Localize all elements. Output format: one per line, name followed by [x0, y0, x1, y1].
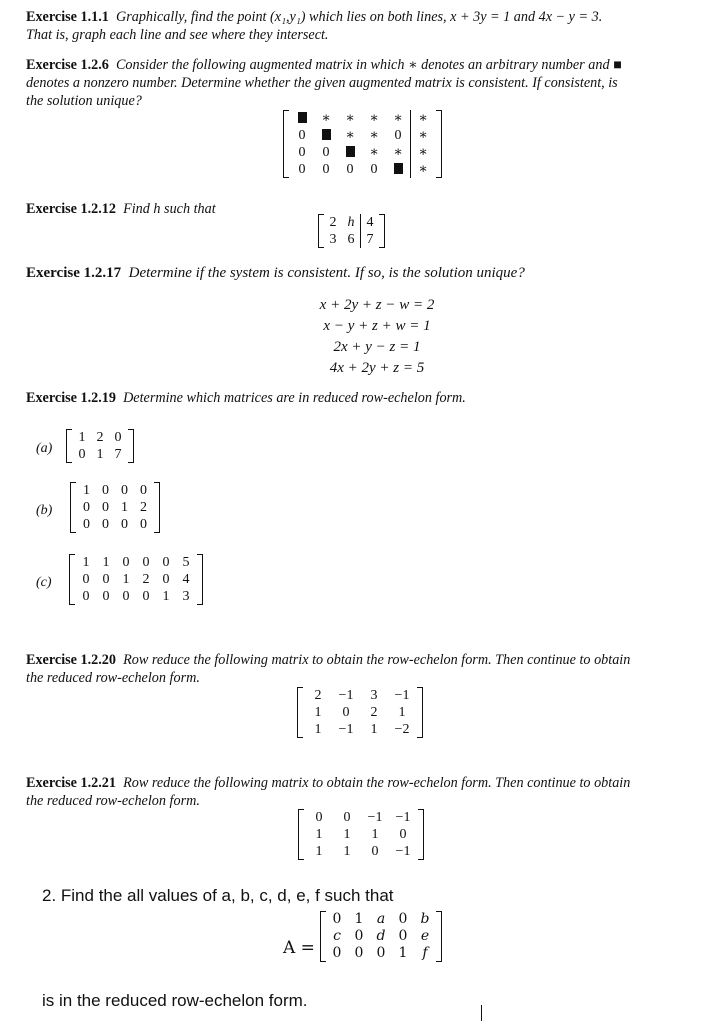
matrix-cell: −1	[367, 810, 383, 825]
matrix-grid	[304, 687, 416, 738]
matrix-cell: 1	[314, 705, 322, 720]
matrix-cell: 7	[114, 447, 122, 462]
matrix-cell: ∗	[345, 128, 355, 143]
matrix-cell: 0	[162, 555, 170, 570]
matrix-grid	[76, 554, 196, 605]
text-cursor	[481, 1005, 482, 1021]
matrix-cell	[314, 127, 338, 144]
matrix-cell: 0	[102, 517, 109, 532]
matrix-row	[326, 928, 436, 945]
matrix-row	[77, 516, 153, 533]
matrix-row	[290, 161, 435, 178]
matrix-cell: 0	[398, 911, 408, 927]
matrix-cell: 0	[122, 555, 130, 570]
exercise-text: Graphically, find the point (x₁,y₁) which lies on both lines, x + 3y = 1 and 4x − y = 3.	[115, 9, 603, 25]
equation-4: 4x + 2y + z = 5	[329, 360, 425, 376]
matrix-cell: 2	[140, 500, 147, 515]
exercise-text: That is, graph each line and see where they intersect.	[26, 27, 329, 43]
matrix-cell: 4	[182, 572, 190, 587]
matrix-cell: −1	[338, 688, 354, 703]
matrix-row	[324, 214, 379, 231]
matrix-cell: −1	[395, 810, 411, 825]
matrix-cell: 1	[96, 447, 104, 462]
matrix-cell: 2	[142, 572, 150, 587]
matrix-cell: e	[420, 928, 430, 944]
matrix-cell: ∗	[369, 111, 379, 126]
matrix-cell: 0	[398, 928, 408, 944]
matrix-row	[326, 945, 436, 962]
matrix-cell: ∗	[321, 111, 331, 126]
exercise-text: Row reduce the following matrix to obtain the row-echelon form. Then continue to obtain	[123, 775, 631, 791]
matrix-row	[290, 110, 435, 127]
matrix-grid	[326, 911, 436, 962]
nonzero-square-icon	[346, 146, 355, 157]
matrix-cell: 0	[354, 945, 364, 961]
matrix-row	[73, 446, 127, 463]
matrix-cell: 0	[394, 128, 402, 143]
matrix-cell: 0	[142, 589, 150, 604]
matrix-lhs: A =	[283, 938, 315, 958]
exercise-text: denotes a nonzero number. Determine whether the given augmented matrix is consistent. If consistent, is	[26, 75, 618, 91]
exercise-text: Determine which matrices are in reduced row-echelon form.	[123, 390, 466, 406]
matrix-cell: ∗	[393, 145, 403, 160]
exercise-text: Consider the following augmented matrix in which ∗ denotes an arbitrary number and ■	[115, 57, 622, 73]
matrix-cell: −2	[394, 722, 410, 737]
exercise-label: Exercise 1.1.1	[26, 9, 109, 25]
exercise-text: the reduced row-echelon form.	[26, 670, 200, 686]
matrix-cell: 0	[121, 483, 128, 498]
matrix-cell: 6	[347, 232, 355, 247]
matrix-cell: ∗	[345, 111, 355, 126]
matrix-row	[304, 721, 416, 738]
matrix-cell: 0	[102, 500, 109, 515]
exercise-label: Exercise 1.2.6	[26, 57, 109, 73]
matrix-cell: 0	[82, 589, 90, 604]
exercise-1-2-6	[26, 56, 701, 110]
exercise-label: Exercise 1.2.20	[26, 652, 116, 668]
matrix-cell: 1	[343, 844, 351, 859]
exercise-text: Row reduce the following matrix to obtain the row-echelon form. Then continue to obtain	[123, 652, 631, 668]
matrix-cell: 0	[122, 589, 130, 604]
matrix-cell: 2	[314, 688, 322, 703]
item-label-a: (a)	[36, 441, 53, 456]
matrix-cell: 1	[343, 827, 351, 842]
matrix-1-2-21	[298, 809, 424, 860]
matrix-cell: 0	[332, 945, 342, 961]
matrix-cell: 3	[182, 589, 190, 604]
exercise-1-1-1	[26, 8, 701, 44]
nonzero-square-icon	[322, 129, 331, 140]
augmented-matrix-1-2-12	[318, 214, 385, 248]
matrix-cell: 0	[298, 162, 306, 177]
matrix-cell: 0	[102, 572, 110, 587]
matrix-cell: 0	[342, 705, 350, 720]
item-label-b: (b)	[36, 503, 53, 518]
matrix-cell: 0	[346, 162, 354, 177]
matrix-row	[304, 704, 416, 721]
nonzero-square-icon	[394, 163, 403, 174]
matrix-row	[76, 554, 196, 571]
exercise-label: Exercise 1.2.21	[26, 775, 116, 791]
matrix-cell: 0	[399, 827, 407, 842]
matrix-cell: 0	[376, 945, 386, 961]
matrix-row	[305, 843, 417, 860]
equation-1: x + 2y + z − w = 2	[319, 297, 435, 313]
matrix-row	[76, 588, 196, 605]
matrix-b	[70, 482, 160, 533]
matrix-row	[77, 499, 153, 516]
matrix-cell: 5	[182, 555, 190, 570]
matrix-cell: 0	[298, 128, 306, 143]
matrix-row	[305, 809, 417, 826]
matrix-cell: −1	[395, 844, 411, 859]
matrix-cell: 2	[96, 430, 104, 445]
matrix-row	[324, 231, 379, 248]
matrix-cell: ∗	[411, 127, 436, 144]
matrix-cell: 2	[329, 215, 337, 230]
exercise-text: Determine if the system is consistent. If so, is the solution unique?	[128, 265, 525, 281]
matrix-cell: 0	[102, 483, 109, 498]
matrix-cell: 0	[82, 572, 90, 587]
exercise-label: Exercise 1.2.12	[26, 201, 116, 217]
matrix-grid	[305, 809, 417, 860]
matrix-cell: 0	[78, 447, 86, 462]
matrix-cell: c	[333, 928, 341, 944]
matrix-cell: ∗	[411, 144, 436, 161]
matrix-row	[77, 482, 153, 499]
matrix-cell: ∗	[393, 111, 403, 126]
exercise-1-2-17	[26, 264, 701, 282]
item-label-c: (c)	[36, 575, 52, 590]
question-2-footer: is in the reduced row-echelon form.	[42, 991, 308, 1010]
matrix-row	[290, 144, 435, 161]
matrix-cell	[290, 110, 314, 127]
matrix-cell: 1	[398, 945, 408, 961]
matrix-cell: 0	[102, 589, 110, 604]
matrix-row	[73, 429, 127, 446]
matrix-cell: h	[347, 215, 355, 230]
matrix-cell: 1	[315, 827, 323, 842]
matrix-grid	[324, 214, 379, 248]
matrix-cell: −1	[338, 722, 354, 737]
matrix-cell: 0	[298, 145, 306, 160]
matrix-cell: 1	[121, 500, 128, 515]
matrix-row	[76, 571, 196, 588]
matrix-grid	[290, 110, 435, 178]
matrix-cell: 1	[102, 555, 110, 570]
matrix-cell: ∗	[369, 145, 379, 160]
matrix-cell: 2	[370, 705, 378, 720]
matrix-cell: b	[420, 911, 430, 927]
matrix-cell: 0	[140, 517, 147, 532]
matrix-cell: a	[376, 911, 386, 927]
matrix-cell: 4	[361, 214, 380, 231]
matrix-cell: 1	[122, 572, 130, 587]
matrix-c	[69, 554, 203, 605]
matrix-cell: ∗	[411, 161, 436, 178]
matrix-cell: 0	[83, 500, 90, 515]
matrix-cell: ∗	[369, 128, 379, 143]
matrix-cell: 7	[361, 231, 380, 248]
augmented-matrix-1-2-6	[283, 110, 442, 178]
matrix-cell: 0	[162, 572, 170, 587]
matrix-cell: 3	[370, 688, 378, 703]
matrix-cell: 1	[371, 827, 379, 842]
matrix-row	[290, 127, 435, 144]
matrix-row	[326, 911, 436, 928]
matrix-cell: 0	[140, 483, 147, 498]
matrix-cell: d	[376, 928, 386, 944]
exercise-text: the solution unique?	[26, 93, 142, 109]
exercise-label: Exercise 1.2.17	[26, 265, 122, 281]
matrix-cell: 1	[78, 430, 86, 445]
question-2-title: 2. Find the all values of a, b, c, d, e, f such that	[42, 886, 394, 905]
matrix-a	[66, 429, 134, 463]
matrix-cell: 0	[322, 162, 330, 177]
exercise-label: Exercise 1.2.19	[26, 390, 116, 406]
matrix-cell: 0	[83, 517, 90, 532]
exercise-1-2-19	[26, 389, 701, 407]
matrix-row	[304, 687, 416, 704]
matrix-1-2-20	[297, 687, 423, 738]
matrix-cell: 3	[329, 232, 337, 247]
matrix-cell: f	[422, 945, 428, 961]
matrix-grid	[73, 429, 127, 463]
matrix-cell	[386, 161, 411, 178]
exercise-text: the reduced row-echelon form.	[26, 793, 200, 809]
matrix-cell: 1	[162, 589, 170, 604]
matrix-cell: 1	[315, 844, 323, 859]
matrix-cell: 1	[83, 483, 90, 498]
matrix-cell	[338, 144, 362, 161]
matrix-row	[305, 826, 417, 843]
exercise-1-2-20	[26, 651, 701, 687]
matrix-cell: 1	[314, 722, 322, 737]
equation-3: 2x + y − z = 1	[333, 339, 421, 355]
equation-2: x − y + z + w = 1	[323, 318, 431, 334]
matrix-grid	[77, 482, 153, 533]
matrix-cell: 0	[354, 928, 364, 944]
matrix-cell: 0	[332, 911, 342, 927]
matrix-cell: 1	[82, 555, 90, 570]
matrix-cell: 1	[354, 911, 364, 927]
matrix-cell: 0	[315, 810, 323, 825]
matrix-cell: 0	[121, 517, 128, 532]
matrix-cell: 0	[371, 844, 379, 859]
matrix-cell: 0	[322, 145, 330, 160]
matrix-cell: 0	[114, 430, 122, 445]
matrix-cell: 1	[398, 705, 406, 720]
matrix-cell: 0	[370, 162, 378, 177]
matrix-cell: 1	[370, 722, 378, 737]
matrix-cell: −1	[394, 688, 410, 703]
matrix-cell: 0	[142, 555, 150, 570]
nonzero-square-icon	[298, 112, 307, 123]
matrix-q2	[320, 911, 442, 962]
matrix-cell: ∗	[411, 110, 436, 127]
matrix-cell: 0	[343, 810, 351, 825]
exercise-text: Find h such that	[123, 201, 216, 217]
exercise-1-2-21	[26, 774, 701, 810]
